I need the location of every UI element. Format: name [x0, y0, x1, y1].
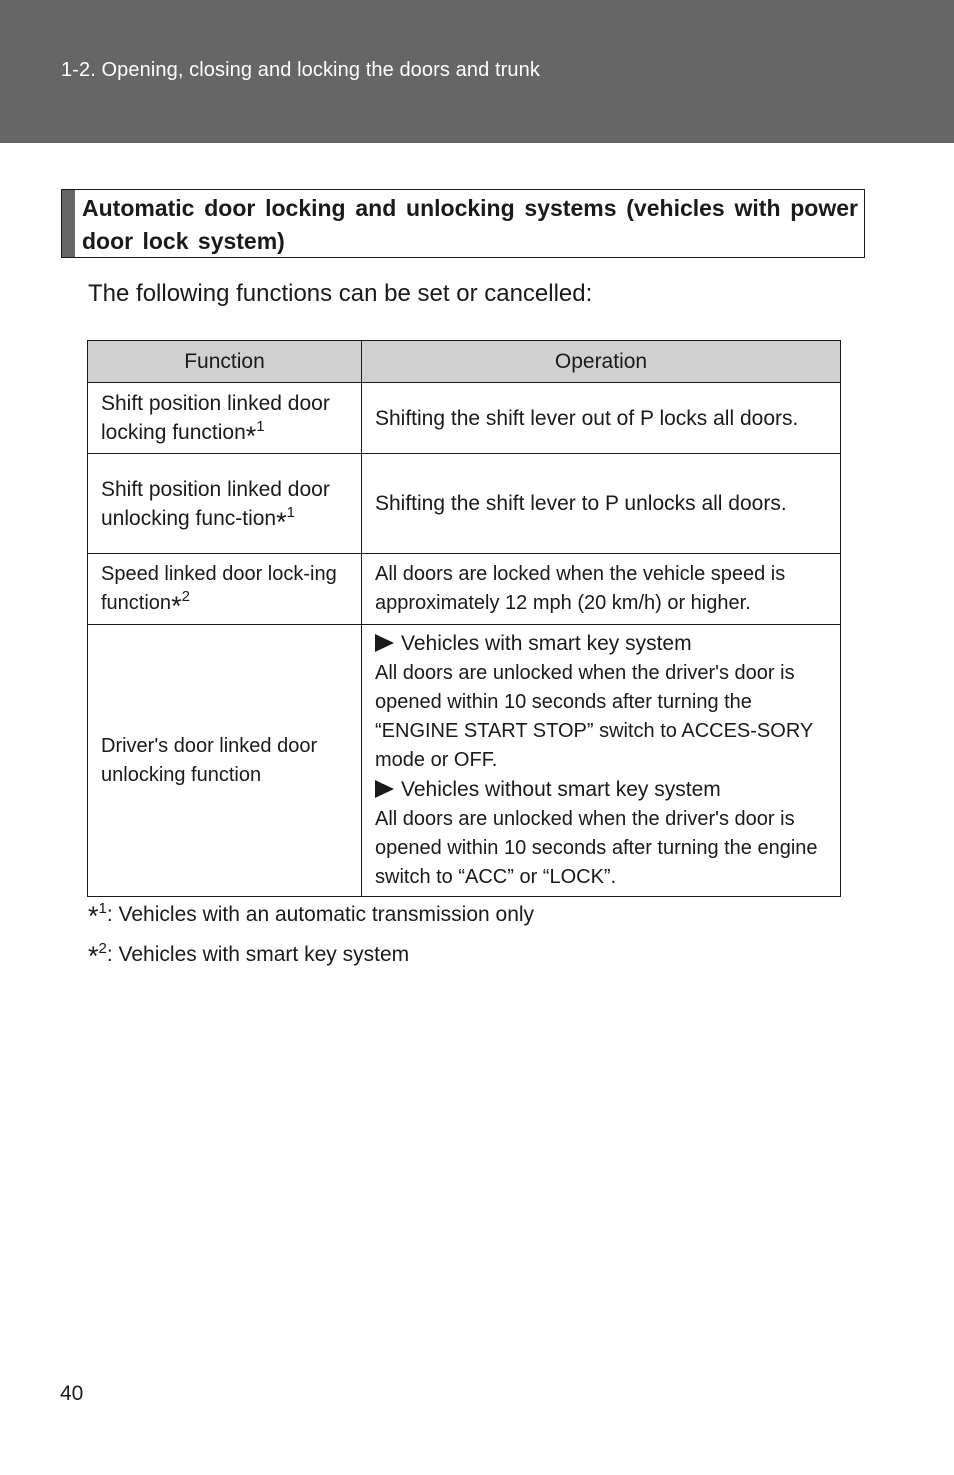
- footnote-star: *: [171, 591, 182, 621]
- section-label: 1-2. Opening, closing and locking the doors and trunk: [61, 59, 540, 81]
- heading-accent-bar: [62, 190, 75, 257]
- function-text: Shift position linked door unlocking func-tion: [101, 477, 330, 530]
- functions-table: [87, 340, 841, 897]
- footnote: [88, 900, 535, 931]
- footnote-star: *: [276, 506, 287, 537]
- operation-item: [375, 629, 828, 659]
- operation-cell: Shifting the shift lever to P unlocks all doors.: [362, 454, 841, 554]
- function-text: Speed linked door lock-ing function: [101, 563, 337, 614]
- section-heading: Automatic door locking and unlocking systems (vehicles with power door lock system): [82, 195, 858, 254]
- footnote-text: : Vehicles with smart key system: [106, 943, 410, 966]
- footnote-star: *: [88, 901, 99, 931]
- intro-text: The following functions can be set or cancelled:: [88, 280, 593, 307]
- triangle-bullet-icon: [375, 780, 394, 798]
- footnote-ref: 1: [256, 418, 265, 435]
- footnote-text: : Vehicles with an automatic transmission only: [106, 903, 535, 926]
- function-cell: [88, 554, 362, 625]
- operation-cell: Shifting the shift lever out of P locks all doors.: [362, 383, 841, 454]
- column-header-function: Function: [88, 341, 362, 383]
- header-band: [0, 0, 954, 143]
- footnote: [88, 940, 410, 971]
- footnote-ref: 2: [98, 940, 107, 957]
- page-number: 40: [60, 1382, 84, 1405]
- function-text: Shift position linked door locking function: [101, 392, 330, 444]
- footnote-ref: 1: [286, 503, 295, 521]
- triangle-bullet-icon: [375, 634, 394, 652]
- function-cell: [88, 454, 362, 554]
- footnote-ref: 1: [98, 900, 107, 917]
- section-heading-box: [61, 189, 865, 258]
- table-row: [88, 454, 841, 554]
- footnote-star: *: [245, 421, 257, 451]
- function-cell: [88, 383, 362, 454]
- operation-item: [375, 775, 828, 805]
- table-row: [88, 554, 841, 625]
- operation-item-label: Vehicles without smart key system: [401, 778, 721, 801]
- operation-cell: [362, 625, 841, 897]
- footnote-star: *: [88, 941, 99, 971]
- operation-cell: All doors are locked when the vehicle speed is approximately 12 mph (20 km/h) or higher.: [362, 554, 841, 625]
- table-header-row: [88, 341, 841, 383]
- operation-item-label: Vehicles with smart key system: [401, 632, 692, 655]
- column-header-operation: Operation: [362, 341, 841, 383]
- table-row: [88, 383, 841, 454]
- function-cell: [88, 625, 362, 897]
- footnote-ref: 2: [181, 588, 190, 605]
- function-text: Driver's door linked door unlocking function: [101, 734, 318, 786]
- operation-item-text: All doors are unlocked when the driver's door is opened within 10 seconds after turning the engine switch to “ACC” or “LOCK”.: [375, 808, 818, 888]
- table-row: [88, 625, 841, 897]
- operation-item-text: All doors are unlocked when the driver's door is opened within 10 seconds after turning the “ENGINE START STOP” switch to ACCES-SORY mode or OFF.: [375, 662, 813, 771]
